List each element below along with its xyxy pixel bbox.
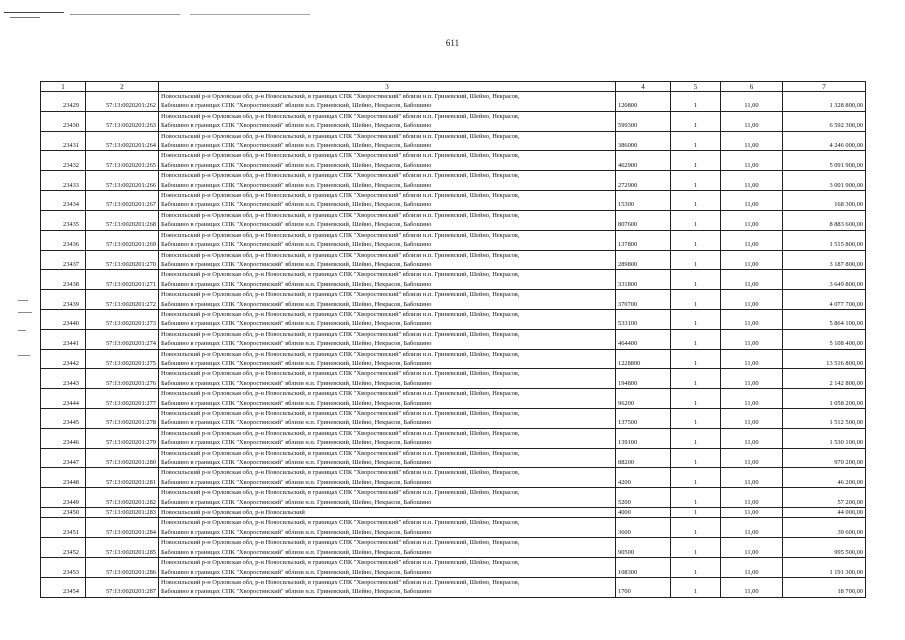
area-value: 4200 — [616, 468, 671, 488]
rate-value: 11,00 — [721, 558, 783, 578]
register-table — [40, 81, 866, 598]
rate-value: 11,00 — [721, 131, 783, 151]
cadastral-value: 3 001 900,00 — [783, 171, 866, 191]
location-cell — [159, 518, 616, 538]
rate-value: 11,00 — [721, 230, 783, 250]
cadastral-value: 1 058 200,00 — [783, 389, 866, 409]
count-value: 1 — [671, 518, 721, 538]
row-number: 23433 — [41, 171, 86, 191]
rate-value: 11,00 — [721, 349, 783, 369]
cadastral-number: 57:13:0020201:274 — [86, 329, 159, 349]
count-value: 1 — [671, 290, 721, 310]
location-line-1: Новосильский р-н Орловская обл, р-н Новосильский, в границах СПК "Хворостянский" вблизи н.п. Гриневский, Шейно, Некрасов, — [161, 112, 520, 120]
cadastral-value: 39 600,00 — [783, 518, 866, 538]
table-row — [41, 369, 866, 389]
rate-value: 11,00 — [721, 508, 783, 518]
area-value: 96200 — [616, 389, 671, 409]
location-line-1: Новосильский р-н Орловская обл, р-н Новосильский, в границах СПК "Хворостянский" вблизи н.п. Гриневский, Шейно, Некрасов, — [161, 519, 520, 527]
location-cell — [159, 290, 616, 310]
cadastral-number: 57:13:0020201:265 — [86, 151, 159, 171]
column-header: 7 — [783, 82, 866, 92]
table-row — [41, 270, 866, 290]
location-cell — [159, 468, 616, 488]
location-cell — [159, 151, 616, 171]
cadastral-value: 1 191 300,00 — [783, 558, 866, 578]
location-cell — [159, 448, 616, 468]
row-number: 23437 — [41, 250, 86, 270]
area-value: 289800 — [616, 250, 671, 270]
location-cell — [159, 369, 616, 389]
location-cell — [159, 230, 616, 250]
location-line-1: Новосильский р-н Орловская обл, р-н Новосильский, в границах СПК "Хворостянский" вблизи н.п. Гриневский, Шейно, Некрасов, — [161, 172, 520, 180]
location-line-2: Бабошино в границах СПК "Хворостянский" вблизи н.п. Гриневский, Шейно, Некрасов, Бабошино — [161, 419, 432, 427]
row-number: 23441 — [41, 329, 86, 349]
cadastral-number: 57:13:0020201:283 — [86, 508, 159, 518]
column-header: 6 — [721, 82, 783, 92]
table-row — [41, 488, 866, 508]
table-row — [41, 309, 866, 329]
area-value: 1700 — [616, 577, 671, 597]
location-line-2: Новосильский р-н Орловская обл, р-н Новосильский — [161, 509, 305, 517]
location-cell — [159, 558, 616, 578]
row-number: 23451 — [41, 518, 86, 538]
column-header: 4 — [616, 82, 671, 92]
count-value: 1 — [671, 230, 721, 250]
cadastral-value: 18 700,00 — [783, 577, 866, 597]
location-cell — [159, 131, 616, 151]
rate-value: 11,00 — [721, 409, 783, 429]
table-row — [41, 538, 866, 558]
table-row — [41, 577, 866, 597]
location-line-2: Бабошино в границах СПК "Хворостянский" вблизи н.п. Гриневский, Шейно, Некрасов, Бабошино — [161, 201, 432, 209]
location-cell — [159, 171, 616, 191]
row-number: 23442 — [41, 349, 86, 369]
cadastral-number: 57:13:0020201:286 — [86, 558, 159, 578]
count-value: 1 — [671, 210, 721, 230]
area-value: 462900 — [616, 151, 671, 171]
rate-value: 11,00 — [721, 428, 783, 448]
rate-value: 11,00 — [721, 171, 783, 191]
cadastral-value: 4 077 700,00 — [783, 290, 866, 310]
location-line-2: Бабошино в границах СПК "Хворостянский" вблизи н.п. Гриневский, Шейно, Некрасов, Бабошино — [161, 181, 432, 189]
count-value: 1 — [671, 92, 721, 112]
row-number: 23436 — [41, 230, 86, 250]
cadastral-number: 57:13:0020201:262 — [86, 92, 159, 112]
cadastral-value: 168 300,00 — [783, 191, 866, 211]
cadastral-value: 4 246 000,00 — [783, 131, 866, 151]
cadastral-number: 57:13:0020201:279 — [86, 428, 159, 448]
cadastral-number: 57:13:0020201:269 — [86, 230, 159, 250]
rate-value: 11,00 — [721, 488, 783, 508]
area-value: 88200 — [616, 448, 671, 468]
count-value: 1 — [671, 389, 721, 409]
rate-value: 11,00 — [721, 329, 783, 349]
row-number: 23449 — [41, 488, 86, 508]
table-row — [41, 290, 866, 310]
count-value: 1 — [671, 131, 721, 151]
area-value: 3600 — [616, 518, 671, 538]
location-line-1: Новосильский р-н Орловская обл, р-н Новосильский, в границах СПК "Хворостянский" вблизи н.п. Гриневский, Шейно, Некрасов, — [161, 489, 520, 497]
rate-value: 11,00 — [721, 468, 783, 488]
location-cell — [159, 111, 616, 131]
cadastral-value: 2 142 800,00 — [783, 369, 866, 389]
cadastral-number: 57:13:0020201:263 — [86, 111, 159, 131]
cadastral-value: 13 516 800,00 — [783, 349, 866, 369]
cadastral-number: 57:13:0020201:266 — [86, 171, 159, 191]
row-number: 23446 — [41, 428, 86, 448]
location-line-1: Новосильский р-н Орловская обл, р-н Новосильский, в границах СПК "Хворостянский" вблизи н.п. Гриневский, Шейно, Некрасов, — [161, 350, 520, 358]
table-row — [41, 329, 866, 349]
row-number: 23443 — [41, 369, 86, 389]
location-cell — [159, 538, 616, 558]
count-value: 1 — [671, 111, 721, 131]
cadastral-number: 57:13:0020201:272 — [86, 290, 159, 310]
location-cell — [159, 191, 616, 211]
area-value: 120800 — [616, 92, 671, 112]
location-line-1: Новосильский р-н Орловская обл, р-н Новосильский, в границах СПК "Хворостянский" вблизи н.п. Гриневский, Шейно, Некрасов, — [161, 192, 520, 200]
cadastral-value: 5 091 900,00 — [783, 151, 866, 171]
location-line-1: Новосильский р-н Орловская обл, р-н Новосильский, в границах СПК "Хворостянский" вблизи н.п. Гриневский, Шейно, Некрасов, — [161, 291, 520, 299]
rate-value: 11,00 — [721, 270, 783, 290]
column-header: 2 — [86, 82, 159, 92]
location-line-2: Бабошино в границах СПК "Хворостянский" вблизи н.п. Гриневский, Шейно, Некрасов, Бабошино — [161, 221, 432, 229]
count-value: 1 — [671, 329, 721, 349]
cadastral-value: 3 187 800,00 — [783, 250, 866, 270]
table-row — [41, 210, 866, 230]
table-row — [41, 558, 866, 578]
area-value: 90500 — [616, 538, 671, 558]
rate-value: 11,00 — [721, 538, 783, 558]
row-number: 23429 — [41, 92, 86, 112]
location-line-2: Бабошино в границах СПК "Хворостянский" вблизи н.п. Гриневский, Шейно, Некрасов, Бабошино — [161, 459, 432, 467]
rate-value: 11,00 — [721, 151, 783, 171]
location-cell — [159, 270, 616, 290]
area-value: 807600 — [616, 210, 671, 230]
location-cell — [159, 250, 616, 270]
row-number: 23430 — [41, 111, 86, 131]
table-row — [41, 111, 866, 131]
location-line-2: Бабошино в границах СПК "Хворостянский" вблизи н.п. Гриневский, Шейно, Некрасов, Бабошино — [161, 478, 432, 486]
cadastral-value: 8 883 600,00 — [783, 210, 866, 230]
table-row — [41, 409, 866, 429]
location-cell — [159, 210, 616, 230]
count-value: 1 — [671, 369, 721, 389]
cadastral-number: 57:13:0020201:275 — [86, 349, 159, 369]
row-number: 23435 — [41, 210, 86, 230]
count-value: 1 — [671, 309, 721, 329]
table-row — [41, 448, 866, 468]
location-cell — [159, 329, 616, 349]
row-number: 23439 — [41, 290, 86, 310]
rate-value: 11,00 — [721, 92, 783, 112]
area-value: 272900 — [616, 171, 671, 191]
cadastral-number: 57:13:0020201:264 — [86, 131, 159, 151]
location-line-2: Бабошино в границах СПК "Хворостянский" вблизи н.п. Гриневский, Шейно, Некрасов, Бабошино — [161, 548, 432, 556]
area-value: 370700 — [616, 290, 671, 310]
cadastral-number: 57:13:0020201:271 — [86, 270, 159, 290]
location-cell — [159, 577, 616, 597]
count-value: 1 — [671, 151, 721, 171]
location-line-1: Новосильский р-н Орловская обл, р-н Новосильский, в границах СПК "Хворостянский" вблизи н.п. Гриневский, Шейно, Некрасов, — [161, 271, 520, 279]
location-cell — [159, 488, 616, 508]
row-number: 23445 — [41, 409, 86, 429]
row-number: 23434 — [41, 191, 86, 211]
area-value: 5200 — [616, 488, 671, 508]
cadastral-value: 1 512 500,00 — [783, 409, 866, 429]
location-line-2: Бабошино в границах СПК "Хворостянский" вблизи н.п. Гриневский, Шейно, Некрасов, Бабошино — [161, 340, 432, 348]
rate-value: 11,00 — [721, 577, 783, 597]
scan-margin-artifact — [18, 300, 34, 370]
area-value: 4000 — [616, 508, 671, 518]
row-number: 23453 — [41, 558, 86, 578]
location-cell — [159, 92, 616, 112]
location-line-2: Бабошино в границах СПК "Хворостянский" вблизи н.п. Гриневский, Шейно, Некрасов, Бабошино — [161, 399, 432, 407]
area-value: 599300 — [616, 111, 671, 131]
location-cell — [159, 389, 616, 409]
cadastral-value: 970 200,00 — [783, 448, 866, 468]
cadastral-number: 57:13:0020201:276 — [86, 369, 159, 389]
rate-value: 11,00 — [721, 448, 783, 468]
table-row — [41, 428, 866, 448]
location-line-1: Новосильский р-н Орловская обл, р-н Новосильский, в границах СПК "Хворостянский" вблизи н.п. Гриневский, Шейно, Некрасов, — [161, 469, 520, 477]
cadastral-value: 5 864 100,00 — [783, 309, 866, 329]
cadastral-number: 57:13:0020201:285 — [86, 538, 159, 558]
location-line-2: Бабошино в границах СПК "Хворостянский" вблизи н.п. Гриневский, Шейно, Некрасов, Бабошино — [161, 260, 432, 268]
cadastral-value: 6 592 300,00 — [783, 111, 866, 131]
table-row — [41, 250, 866, 270]
location-line-1: Новосильский р-н Орловская обл, р-н Новосильский, в границах СПК "Хворостянский" вблизи н.п. Гриневский, Шейно, Некрасов, — [161, 370, 520, 378]
location-line-2: Бабошино в границах СПК "Хворостянский" вблизи н.п. Гриневский, Шейно, Некрасов, Бабошино — [161, 280, 432, 288]
cadastral-value: 5 108 400,00 — [783, 329, 866, 349]
row-number: 23432 — [41, 151, 86, 171]
table-row — [41, 389, 866, 409]
table-row — [41, 349, 866, 369]
cadastral-value: 995 500,00 — [783, 538, 866, 558]
table-row — [41, 230, 866, 250]
rate-value: 11,00 — [721, 369, 783, 389]
location-line-1: Новосильский р-н Орловская обл, р-н Новосильский, в границах СПК "Хворостянский" вблизи н.п. Гриневский, Шейно, Некрасов, — [161, 211, 520, 219]
count-value: 1 — [671, 488, 721, 508]
count-value: 1 — [671, 428, 721, 448]
row-number: 23450 — [41, 508, 86, 518]
cadastral-number: 57:13:0020201:268 — [86, 210, 159, 230]
table-row — [41, 131, 866, 151]
rate-value: 11,00 — [721, 290, 783, 310]
location-line-1: Новосильский р-н Орловская обл, р-н Новосильский, в границах СПК "Хворостянский" вблизи н.п. Гриневский, Шейно, Некрасов, — [161, 410, 520, 417]
location-line-1: Новосильский р-н Орловская обл, р-н Новосильский, в границах СПК "Хворостянский" вблизи н.п. Гриневский, Шейно, Некрасов, — [161, 310, 520, 318]
table-row — [41, 508, 866, 518]
area-value: 137800 — [616, 230, 671, 250]
count-value: 1 — [671, 508, 721, 518]
table-row — [41, 468, 866, 488]
rate-value: 11,00 — [721, 250, 783, 270]
rate-value: 11,00 — [721, 111, 783, 131]
row-number: 23444 — [41, 389, 86, 409]
location-line-2: Бабошино в границах СПК "Хворостянский" вблизи н.п. Гриневский, Шейно, Некрасов, Бабошино — [161, 439, 432, 447]
count-value: 1 — [671, 468, 721, 488]
count-value: 1 — [671, 448, 721, 468]
location-line-1: Новосильский р-н Орловская обл, р-н Новосильский, в границах СПК "Хворостянский" вблизи н.п. Гриневский, Шейно, Некрасов, — [161, 390, 520, 398]
area-value: 15300 — [616, 191, 671, 211]
column-header: 3 — [159, 82, 616, 92]
location-cell — [159, 349, 616, 369]
location-line-2: Бабошино в границах СПК "Хворостянский" вблизи н.п. Гриневский, Шейно, Некрасов, Бабошино — [161, 498, 432, 506]
table-row — [41, 171, 866, 191]
area-value: 331800 — [616, 270, 671, 290]
location-cell — [159, 508, 616, 518]
table-header-row — [41, 82, 866, 92]
count-value: 1 — [671, 250, 721, 270]
location-line-1: Новосильский р-н Орловская обл, р-н Новосильский, в границах СПК "Хворостянский" вблизи н.п. Гриневский, Шейно, Некрасов, — [161, 251, 520, 259]
column-header: 5 — [671, 82, 721, 92]
location-line-1: Новосильский р-н Орловская обл, р-н Новосильский, в границах СПК "Хворостянский" вблизи н.п. Гриневский, Шейно, Некрасов, — [161, 93, 520, 100]
area-value: 386000 — [616, 131, 671, 151]
cadastral-number: 57:13:0020201:284 — [86, 518, 159, 538]
location-line-2: Бабошино в границах СПК "Хворостянский" вблизи н.п. Гриневский, Шейно, Некрасов, Бабошино — [161, 588, 432, 596]
rate-value: 11,00 — [721, 210, 783, 230]
cadastral-value: 46 200,00 — [783, 468, 866, 488]
cadastral-number: 57:13:0020201:281 — [86, 468, 159, 488]
count-value: 1 — [671, 349, 721, 369]
location-line-1: Новосильский р-н Орловская обл, р-н Новосильский, в границах СПК "Хворостянский" вблизи н.п. Гриневский, Шейно, Некрасов, — [161, 429, 520, 437]
cadastral-number: 57:13:0020201:277 — [86, 389, 159, 409]
location-line-1: Новосильский р-н Орловская обл, р-н Новосильский, в границах СПК "Хворостянский" вблизи н.п. Гриневский, Шейно, Некрасов, — [161, 330, 520, 338]
rate-value: 11,00 — [721, 518, 783, 538]
location-line-2: Бабошино в границах СПК "Хворостянский" вблизи н.п. Гриневский, Шейно, Некрасов, Бабошино — [161, 241, 432, 249]
location-cell — [159, 428, 616, 448]
cadastral-number: 57:13:0020201:278 — [86, 409, 159, 429]
location-line-1: Новосильский р-н Орловская обл, р-н Новосильский, в границах СПК "Хворостянский" вблизи н.п. Гриневский, Шейно, Некрасов, — [161, 152, 520, 160]
location-line-2: Бабошино в границах СПК "Хворостянский" вблизи н.п. Гриневский, Шейно, Некрасов, Бабошино — [161, 568, 432, 576]
table-row — [41, 92, 866, 112]
location-line-2: Бабошино в границах СПК "Хворостянский" вблизи н.п. Гриневский, Шейно, Некрасов, Бабошино — [161, 122, 432, 130]
table-row — [41, 518, 866, 538]
table-row — [41, 191, 866, 211]
location-line-1: Новосильский р-н Орловская обл, р-н Новосильский, в границах СПК "Хворостянский" вблизи н.п. Гриневский, Шейно, Некрасов, — [161, 132, 520, 140]
location-line-2: Бабошино в границах СПК "Хворостянский" вблизи н.п. Гриневский, Шейно, Некрасов, Бабошино — [161, 379, 432, 387]
area-value: 194800 — [616, 369, 671, 389]
area-value: 137500 — [616, 409, 671, 429]
count-value: 1 — [671, 270, 721, 290]
location-line-2: Бабошино в границах СПК "Хворостянский" вблизи н.п. Гриневский, Шейно, Некрасов, Бабошино — [161, 102, 432, 110]
count-value: 1 — [671, 558, 721, 578]
location-line-2: Бабошино в границах СПК "Хворостянский" вблизи н.п. Гриневский, Шейно, Некрасов, Бабошино — [161, 528, 432, 536]
rate-value: 11,00 — [721, 389, 783, 409]
table-row — [41, 151, 866, 171]
cadastral-value: 57 200,00 — [783, 488, 866, 508]
location-line-1: Новосильский р-н Орловская обл, р-н Новосильский, в границах СПК "Хворостянский" вблизи н.п. Гриневский, Шейно, Некрасов, — [161, 231, 520, 239]
row-number: 23438 — [41, 270, 86, 290]
location-line-1: Новосильский р-н Орловская обл, р-н Новосильский, в границах СПК "Хворостянский" вблизи н.п. Гриневский, Шейно, Некрасов, — [161, 578, 520, 586]
cadastral-number: 57:13:0020201:280 — [86, 448, 159, 468]
rate-value: 11,00 — [721, 191, 783, 211]
area-value: 1228800 — [616, 349, 671, 369]
cadastral-number: 57:13:0020201:267 — [86, 191, 159, 211]
location-line-1: Новосильский р-н Орловская обл, р-н Новосильский, в границах СПК "Хворостянский" вблизи н.п. Гриневский, Шейно, Некрасов, — [161, 539, 520, 547]
row-number: 23454 — [41, 577, 86, 597]
cadastral-number: 57:13:0020201:270 — [86, 250, 159, 270]
rate-value: 11,00 — [721, 309, 783, 329]
cadastral-number: 57:13:0020201:287 — [86, 577, 159, 597]
cadastral-number: 57:13:0020201:273 — [86, 309, 159, 329]
location-line-1: Новосильский р-н Орловская обл, р-н Новосильский, в границах СПК "Хворостянский" вблизи н.п. Гриневский, Шейно, Некрасов, — [161, 449, 520, 457]
page-number: 611 — [445, 38, 460, 48]
area-value: 464400 — [616, 329, 671, 349]
area-value: 533100 — [616, 309, 671, 329]
row-number: 23440 — [41, 309, 86, 329]
location-line-2: Бабошино в границах СПК "Хворостянский" вблизи н.п. Гриневский, Шейно, Некрасов, Бабошино — [161, 359, 432, 367]
row-number: 23447 — [41, 448, 86, 468]
count-value: 1 — [671, 538, 721, 558]
location-cell — [159, 309, 616, 329]
column-header: 1 — [41, 82, 86, 92]
row-number: 23452 — [41, 538, 86, 558]
cadastral-value: 1 328 800,00 — [783, 92, 866, 112]
location-line-2: Бабошино в границах СПК "Хворостянский" вблизи н.п. Гриневский, Шейно, Некрасов, Бабошино — [161, 161, 432, 169]
location-line-2: Бабошино в границах СПК "Хворостянский" вблизи н.п. Гриневский, Шейно, Некрасов, Бабошино — [161, 142, 432, 150]
area-value: 108300 — [616, 558, 671, 578]
count-value: 1 — [671, 409, 721, 429]
count-value: 1 — [671, 577, 721, 597]
scan-header-artifact — [0, 8, 330, 30]
row-number: 23431 — [41, 131, 86, 151]
location-line-2: Бабошино в границах СПК "Хворостянский" вблизи н.п. Гриневский, Шейно, Некрасов, Бабошино — [161, 300, 432, 308]
count-value: 1 — [671, 191, 721, 211]
location-cell — [159, 409, 616, 429]
cadastral-number: 57:13:0020201:282 — [86, 488, 159, 508]
cadastral-value: 3 649 800,00 — [783, 270, 866, 290]
cadastral-value: 44 000,00 — [783, 508, 866, 518]
area-value: 139100 — [616, 428, 671, 448]
cadastral-value: 1 515 800,00 — [783, 230, 866, 250]
location-line-1: Новосильский р-н Орловская обл, р-н Новосильский, в границах СПК "Хворостянский" вблизи н.п. Гриневский, Шейно, Некрасов, — [161, 559, 520, 567]
row-number: 23448 — [41, 468, 86, 488]
cadastral-value: 1 530 100,00 — [783, 428, 866, 448]
count-value: 1 — [671, 171, 721, 191]
location-line-2: Бабошино в границах СПК "Хворостянский" вблизи н.п. Гриневский, Шейно, Некрасов, Бабошино — [161, 320, 432, 328]
